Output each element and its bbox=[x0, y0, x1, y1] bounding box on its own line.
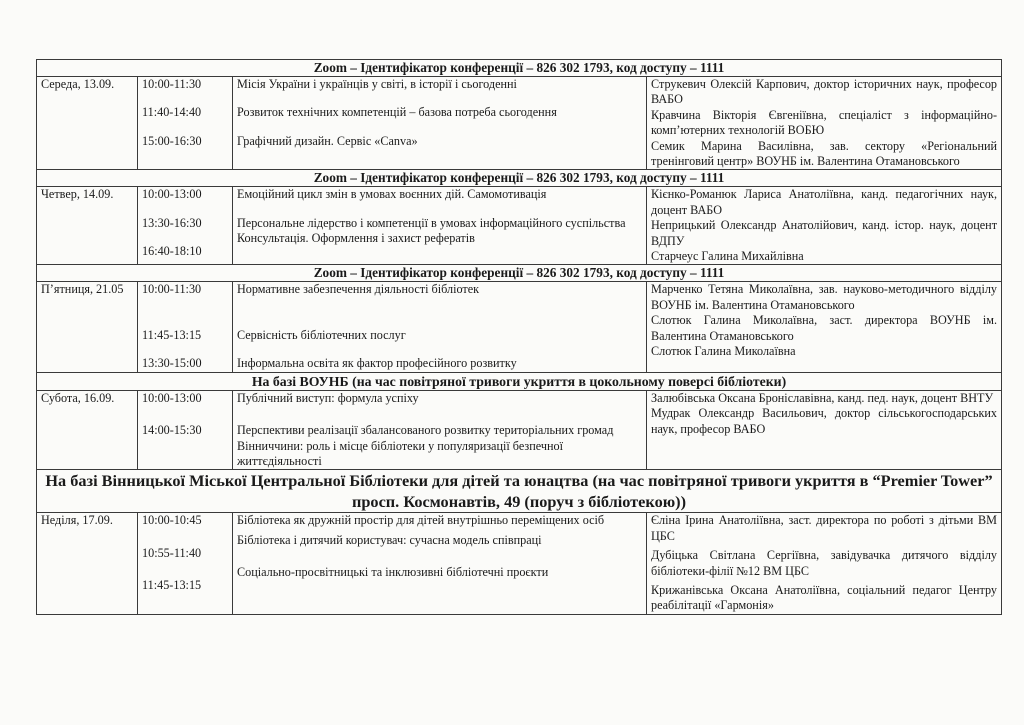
session-speaker: Кравчина Вікторія Євгеніївна, спеціаліст з інформаційно-комп’ютерних технологій ВОБЮ bbox=[651, 107, 998, 138]
speaker-cell bbox=[647, 77, 1002, 170]
session-topic: Місія України і українців у світі, в історії і сьогоденні bbox=[237, 77, 517, 91]
session-speaker: Єліна Ірина Анатоліївна, заст. директора по роботі з дітьми ВМ ЦБС bbox=[651, 513, 998, 543]
section-banner-row bbox=[37, 265, 1002, 282]
section-banner: На базі ВОУНБ (на час повітряної тривоги укриття в цокольному поверсі бібліотеки) bbox=[37, 372, 1002, 390]
topic-cell bbox=[233, 390, 647, 470]
session-speaker: Семик Марина Василівна, зав. сектору «Регіональний тренінговий центр» ВОУНБ ім. Валентина Отамановського bbox=[651, 138, 998, 169]
topic-cell bbox=[233, 187, 647, 265]
session-topic: Графічний дизайн. Сервіс «Canva» bbox=[237, 133, 418, 148]
day-cell: П’ятниця, 21.05 bbox=[37, 282, 138, 372]
session-time: 15:00-16:30 bbox=[142, 133, 202, 148]
session-speaker: Старчеус Галина Михайлівна bbox=[651, 249, 804, 264]
day-row-thursday bbox=[37, 187, 1002, 265]
session-topic: Емоційний цикл змін в умовах воєнних дій. Самомотивація bbox=[237, 187, 547, 202]
session-time: 11:40-14:40 bbox=[142, 105, 202, 120]
session-time: 10:00-13:00 bbox=[142, 390, 202, 405]
time-cell bbox=[138, 282, 233, 372]
session-time: 10:00-11:30 bbox=[142, 282, 202, 297]
speaker-cell bbox=[647, 513, 1002, 614]
day-row-friday bbox=[37, 282, 1002, 372]
session-topic: Бібліотека і дитячий користувач: сучасна модель співпраці bbox=[237, 532, 542, 547]
session-speaker: Слотюк Галина Миколаївна bbox=[651, 344, 796, 359]
day-row-wednesday bbox=[37, 77, 1002, 170]
session-topic: Інформальна освіта як фактор професійного розвитку bbox=[237, 356, 517, 371]
speaker-cell bbox=[647, 282, 1002, 372]
time-cell bbox=[138, 77, 233, 170]
session-time: 10:55-11:40 bbox=[142, 545, 202, 560]
session-time: 10:00-10:45 bbox=[142, 513, 202, 528]
session-topic: Перспективи реалізації збалансованого розвитку територіальних громад Вінниччини: роль і місце бібліотеки у популяризації безпечної життєдіяльності bbox=[237, 423, 614, 468]
section-banner: Zoom – Ідентифікатор конференції – 826 302 1793, код доступу – 1111 bbox=[37, 265, 1002, 282]
topic-cell bbox=[233, 513, 647, 614]
section-banner-row bbox=[37, 470, 1002, 513]
session-time: 10:00-13:00 bbox=[142, 187, 202, 202]
session-speaker: Мудрак Олександр Васильович, доктор сільськогосподарських наук, професор ВАБО bbox=[651, 406, 998, 436]
session-topic: Соціально-просвітницькі та інклюзивні бібліотечні проєкти bbox=[237, 565, 549, 580]
session-topic: Бібліотека як дружній простір для дітей внутрішньо переміщених осіб bbox=[237, 513, 605, 528]
section-banner-row bbox=[37, 170, 1002, 187]
session-speaker: Дубіцька Світлана Сергіївна, завідувачка дитячого відділу бібліотеки-філії №12 ВМ ЦБС bbox=[651, 548, 998, 578]
day-cell: Середа, 13.09. bbox=[37, 77, 138, 170]
section-banner-row bbox=[37, 372, 1002, 390]
day-row-sunday bbox=[37, 513, 1002, 614]
section-banner: Zoom – Ідентифікатор конференції – 826 302 1793, код доступу – 1111 bbox=[37, 170, 1002, 187]
session-time: 10:00-11:30 bbox=[142, 77, 202, 91]
speaker-cell bbox=[647, 390, 1002, 470]
session-topic: Сервісність бібліотечних послуг bbox=[237, 327, 406, 342]
section-banner: Zoom – Ідентифікатор конференції – 826 302 1793, код доступу – 1111 bbox=[37, 60, 1002, 77]
session-time: 13:30-16:30 bbox=[142, 215, 202, 230]
day-row-saturday bbox=[37, 390, 1002, 470]
session-speaker: Кієнко-Романюк Лариса Анатоліївна, канд. педагогічних наук, доцент ВАБО bbox=[651, 187, 998, 217]
session-time: 13:30-15:00 bbox=[142, 356, 202, 371]
topic-cell bbox=[233, 77, 647, 170]
section-banner-row bbox=[37, 60, 1002, 77]
time-cell bbox=[138, 390, 233, 470]
session-topic: Розвиток технічних компетенцій – базова потреба сьогодення bbox=[237, 105, 557, 120]
time-cell bbox=[138, 187, 233, 265]
day-cell: Неділя, 17.09. bbox=[37, 513, 138, 614]
day-cell: Четвер, 14.09. bbox=[37, 187, 138, 265]
session-speaker: Неприцький Олександр Анатолійович, канд. істор. наук, доцент ВДПУ bbox=[651, 218, 998, 248]
session-speaker: Струкевич Олексій Карпович, доктор історичних наук, професор ВАБО bbox=[651, 77, 998, 107]
section-banner: На базі Вінницької Міської Центральної Бібліотеки для дітей та юнацтва (на час повітряної тривоги укриття в “Premier Tower” просп. Космонавтів, 49 (поруч з бібліотекою)) bbox=[37, 470, 1002, 513]
session-time: 16:40-18:10 bbox=[142, 244, 202, 259]
day-cell: Субота, 16.09. bbox=[37, 390, 138, 470]
session-time: 11:45-13:15 bbox=[142, 578, 202, 593]
session-speaker: Залюбівська Оксана Броніславівна, канд. пед. наук, доцент ВНТУ bbox=[651, 390, 994, 405]
speaker-cell bbox=[647, 187, 1002, 265]
session-speaker: Крижанівська Оксана Анатоліївна, соціальний педагог Центру реабілітації «Гармонія» bbox=[651, 582, 998, 613]
session-speaker: Слотюк Галина Миколаївна, заст. директора ВОУНБ ім. Валентина Отамановського bbox=[651, 313, 998, 343]
session-time: 11:45-13:15 bbox=[142, 327, 202, 342]
session-topic: Нормативне забезпечення діяльності бібліотек bbox=[237, 282, 480, 297]
session-time: 14:00-15:30 bbox=[142, 423, 202, 438]
session-topic: Персональне лідерство і компетенції в умовах інформаційного суспільства bbox=[237, 215, 626, 230]
schedule-table bbox=[36, 59, 1002, 615]
session-speaker: Марченко Тетяна Миколаївна, зав. науково-методичного відділу ВОУНБ ім. Валентина Отамановського bbox=[651, 282, 998, 312]
session-topic: Публічний виступ: формула успіху bbox=[237, 390, 419, 405]
session-topic: Консультація. Оформлення і захист рефератів bbox=[237, 231, 475, 246]
topic-cell bbox=[233, 282, 647, 372]
time-cell bbox=[138, 513, 233, 614]
